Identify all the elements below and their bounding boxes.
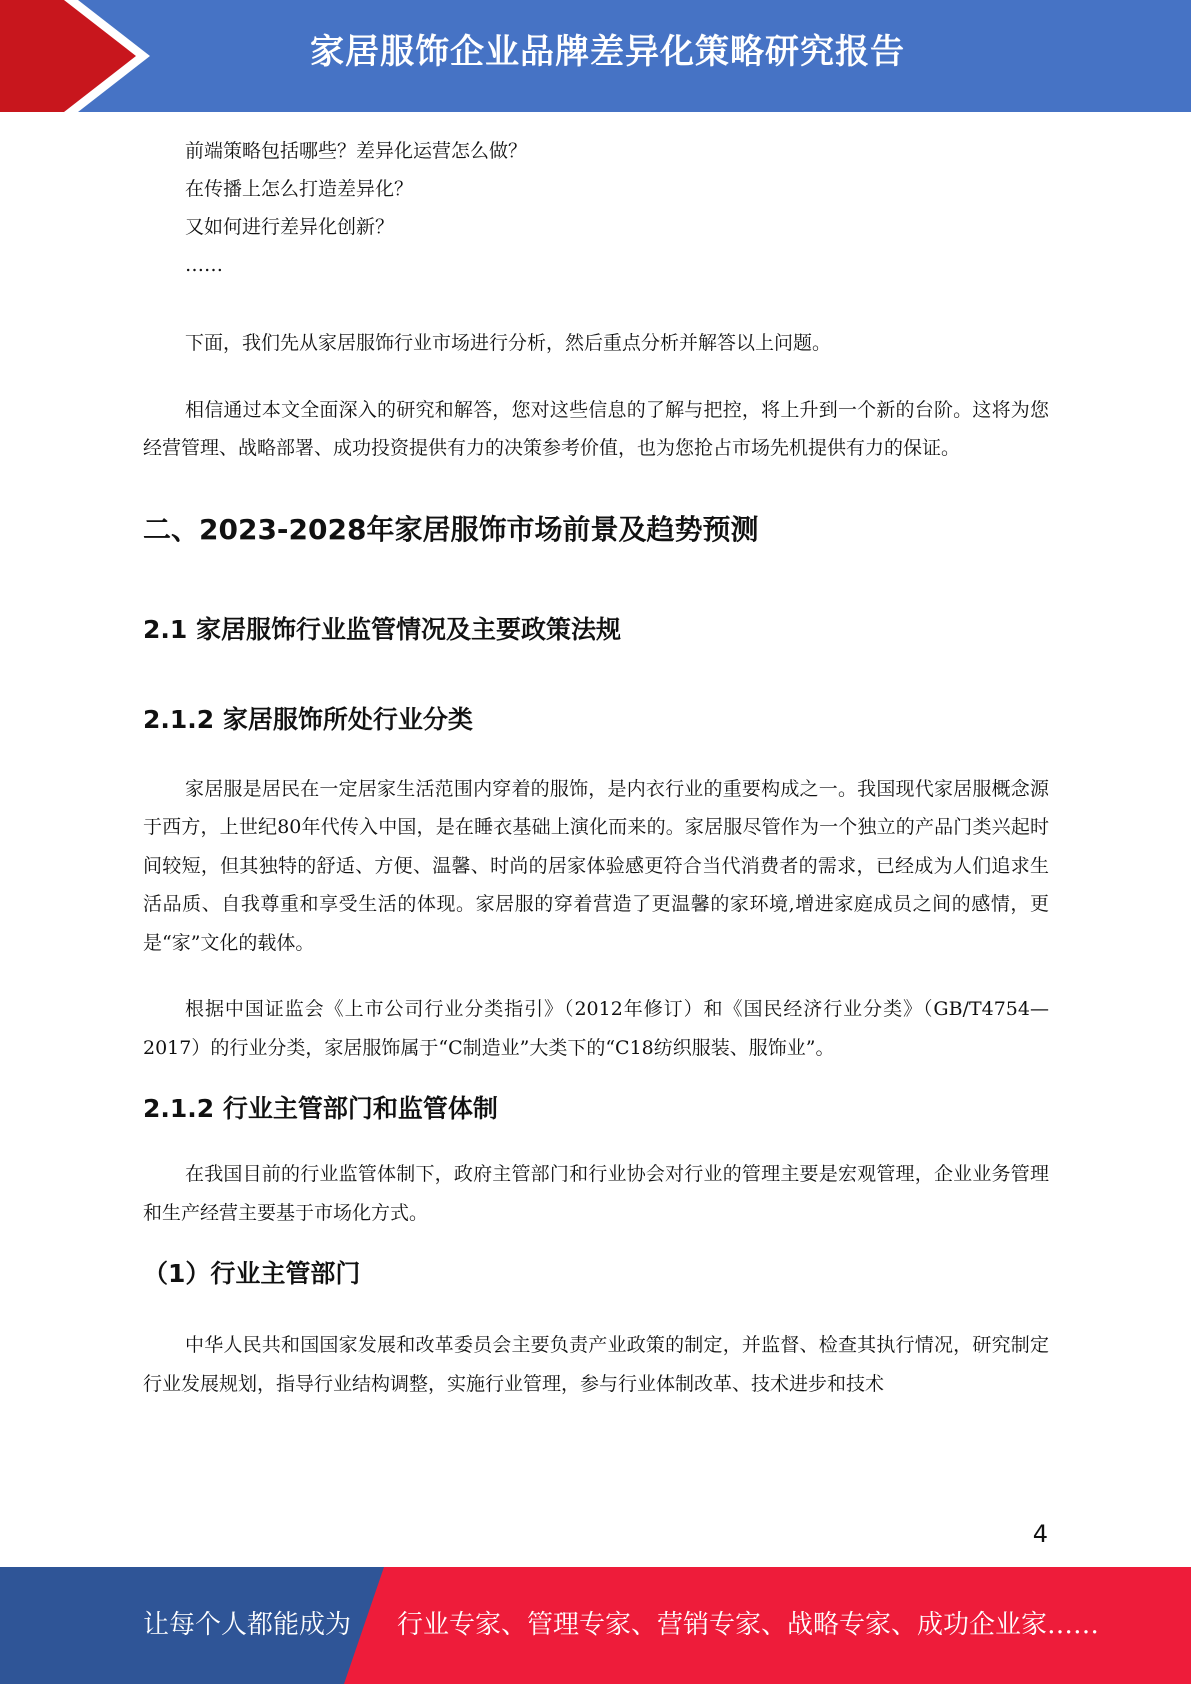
footer-slogan-left: 让每个人都能成为 [143, 1610, 352, 1640]
subsubsection-heading: 2.1.2 行业主管部门和监管体制 [143, 1094, 498, 1123]
paragraph-definition: 家居服是居民在一定居家生活范围内穿着的服饰，是内衣行业的重要构成之一。我国现代家居服概念源于西方，上世纪80年代传入中国，是在睡衣基础上演化而来的。家居服尽管作为一个独立的产品门类兴起时间较短，但其独特的舒适、方便、温馨、时尚的居家体验感更符合当代消费者的需求，已经成为人们追求生活品质、自我尊重和享受生活的体现。家居服的穿着营造了更温馨的家环境,增进家庭成员之间的感情，更是“家”文化的载体。 [143, 777, 1049, 954]
question-item: 在传播上怎么打造差异化？ [185, 178, 414, 200]
footer-banner [0, 1567, 1191, 1684]
question-item: 前端策略包括哪些？差异化运营怎么做？ [185, 140, 528, 162]
paragraph-ndrc: 中华人民共和国国家发展和改革委员会主要负责产业政策的制定，并监督、检查其执行情况，研究制定行业发展规划，指导行业结构调整，实施行业管理，参与行业体制改革、技术进步和技术 [143, 1334, 1049, 1395]
question-item: …… [185, 254, 223, 276]
footer-slogan-right: 行业专家、管理专家、营销专家、战略专家、成功企业家…… [397, 1610, 1100, 1640]
report-title: 家居服饰企业品牌差异化策略研究报告 [310, 32, 905, 72]
item-heading: （1）行业主管部门 [143, 1259, 361, 1288]
paragraph-value: 相信通过本文全面深入的研究和解答，您对这些信息的了解与把控，将上升到一个新的台阶。这将为您经营管理、战略部署、成功投资提供有力的决策参考价值，也为您抢占市场先机提供有力的保证。 [143, 398, 1049, 459]
section-heading: 二、2023-2028年家居服饰市场前景及趋势预测 [143, 512, 759, 546]
document-body [143, 132, 1049, 1403]
page-number: 4 [1032, 1520, 1048, 1548]
paragraph-intro: 下面，我们先从家居服饰行业市场进行分析，然后重点分析并解答以上问题。 [185, 332, 832, 354]
question-item: 又如何进行差异化创新？ [185, 216, 395, 238]
subsubsection-heading: 2.1.2 家居服饰所处行业分类 [143, 704, 473, 734]
question-list [143, 132, 1049, 284]
subsection-heading: 2.1 家居服饰行业监管情况及主要政策法规 [143, 614, 621, 644]
paragraph-classification: 根据中国证监会《上市公司行业分类指引》（2012年修订）和《国民经济行业分类》（GB/T4754—2017）的行业分类，家居服饰属于“C制造业”大类下的“C18纺织服装、服饰业”。 [143, 998, 1049, 1059]
paragraph-regulation: 在我国目前的行业监管体制下，政府主管部门和行业协会对行业的管理主要是宏观管理，企业业务管理和生产经营主要基于市场化方式。 [143, 1163, 1049, 1224]
header-banner [0, 0, 1191, 112]
